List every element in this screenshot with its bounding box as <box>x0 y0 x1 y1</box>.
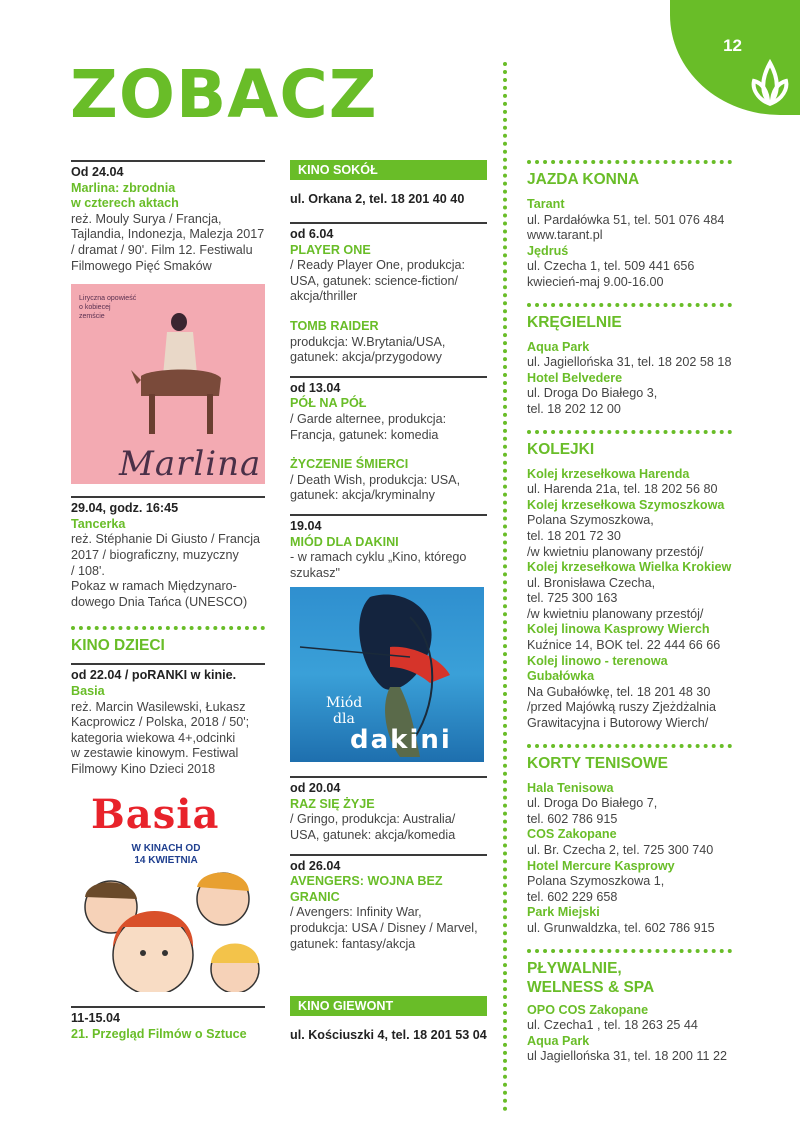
divider <box>290 776 487 778</box>
venue-name: Tarant <box>527 197 565 211</box>
movie-desc: USA, gatunek: akcja/komedia <box>290 828 456 843</box>
section-divider <box>527 430 732 434</box>
venue-info: ul. Harenda 21a, tel. 18 202 56 80 <box>527 482 718 497</box>
movie-title: ŻYCZENIE ŚMIERCI <box>290 457 409 472</box>
movie-desc: produkcja: USA / Disney / Marvel, <box>290 921 478 936</box>
venue-name: Aqua Park <box>527 339 590 354</box>
event-date: 11-15.04 <box>71 1011 121 1026</box>
movie-desc: gatunek: fantasy/akcja <box>290 936 416 951</box>
event-title: Marlina: zbrodnia <box>71 180 176 195</box>
movie-desc: / Ready Player One, produkcja: <box>290 258 466 273</box>
venue-name: Park Miejski <box>527 905 600 920</box>
event-desc: reż. Mouly Surya / Francja, <box>71 211 222 226</box>
event-tancerka <box>71 501 265 610</box>
heading-line: PŁYWALNIE, <box>527 959 622 977</box>
poster-title: Basia <box>91 791 220 839</box>
dakini-poster <box>290 587 484 762</box>
movie-avengers <box>290 859 487 953</box>
venue-info: Polana Szymoszkowa, <box>527 513 654 528</box>
event-date: od 20.04 <box>290 781 341 796</box>
movie-raz-sie-zyje <box>290 781 487 843</box>
event-desc: w zestawie kinowym. Festiwal <box>71 746 239 761</box>
venue-info: tel. 725 300 163 <box>527 591 618 606</box>
section-divider <box>527 744 732 748</box>
column-left <box>71 160 265 1053</box>
subtitle-line: 14 KWIETNIA <box>134 855 198 867</box>
movie-tomb-raider <box>290 319 487 366</box>
event-date: 19.04 <box>290 518 322 533</box>
movie-desc: / Avengers: Infinity War, <box>290 905 422 920</box>
movie-desc: USA, gatunek: science-fiction/ <box>290 273 458 288</box>
event-title: Tancerka <box>71 516 126 531</box>
event-desc: Tajlandia, Indonezja, Malezja 2017 <box>71 227 265 242</box>
section-divider <box>527 949 732 953</box>
divider <box>71 160 265 162</box>
movie-title: AVENGERS: WOJNA BEZ <box>290 874 443 889</box>
movie-dakini <box>290 519 487 581</box>
venue-name: Kolej krzesełkowa Szymoszkowa <box>527 497 725 512</box>
venue-info: ul. Pardałówka 51, tel. 501 076 484 <box>527 212 725 227</box>
venue-name: Jędruś <box>527 243 569 258</box>
venue-info: ul. Droga Do Białego 7, <box>527 796 658 811</box>
cinema-bar-giewont: KINO GIEWONT <box>290 996 487 1016</box>
venue-name: Kolej linowa Kasprowy Wierch <box>527 622 710 637</box>
movie-player-one <box>290 227 487 305</box>
venue-info: tel. 18 202 12 00 <box>527 401 621 416</box>
divider <box>71 663 265 665</box>
venue-info: ul. Bronisława Czecha, <box>527 575 656 590</box>
event-desc: Kacprowicz / Polska, 2018 / 50'; <box>71 715 250 730</box>
event-desc: reż. Marcin Wasilewski, Łukasz <box>71 699 246 714</box>
tagline-line: zemście <box>79 313 105 321</box>
movie-pol-na-pol <box>290 381 487 443</box>
movie-desc: / Death Wish, produkcja: USA, <box>290 472 461 487</box>
basia-poster <box>71 787 265 992</box>
movie-title: PÓŁ NA PÓŁ <box>290 396 367 411</box>
movie-desc: akcja/thriller <box>290 289 358 304</box>
divider <box>290 222 487 224</box>
venue-info: /w kwietniu planowany przestój/ <box>527 606 704 621</box>
event-basia <box>71 668 265 777</box>
event-marlina <box>71 165 265 274</box>
venue-info: kwiecień-maj 9.00-16.00 <box>527 274 664 289</box>
poster-title: Marlina <box>119 444 262 485</box>
event-desc: Pokaz w ramach Międzynaro- <box>71 579 237 594</box>
leaf-icon <box>748 55 792 107</box>
event-title: w czterech aktach <box>71 196 179 211</box>
venue-info: /przed Majówką ruszy Zjeżdżalnia <box>527 700 716 715</box>
venue-info: ul. Grunwaldzka, tel. 602 786 915 <box>527 920 715 935</box>
cinema-address: ul. Orkana 2, tel. 18 201 40 40 <box>290 192 465 206</box>
event-przeglad <box>71 1011 265 1042</box>
rider-figure-icon <box>71 284 265 444</box>
venue-name: Hotel Mercure Kasprowy <box>527 858 675 873</box>
venue-name: Aqua Park <box>527 1033 590 1048</box>
venue-name: Hala Tenisowa <box>527 780 614 795</box>
venue-info: ul. Czecha 1, tel. 509 441 656 <box>527 259 695 274</box>
venue-info: tel. 602 229 658 <box>527 889 618 904</box>
column-divider <box>503 62 507 1112</box>
venue-name: COS Zakopane <box>527 827 617 842</box>
divider <box>290 514 487 516</box>
venue-info: tel. 602 786 915 <box>527 811 618 826</box>
movie-desc: / Garde alternee, produkcja: <box>290 411 447 426</box>
section-heading-kolejki: KOLEJKI <box>527 440 595 458</box>
subtitle-line: W KINACH OD <box>131 843 201 855</box>
movie-zyczenie <box>290 457 487 504</box>
event-desc: Filmowego Pięć Smaków <box>71 258 212 273</box>
tagline-line: Liryczna opowieść <box>79 295 137 303</box>
movie-desc: szukasz" <box>290 565 340 580</box>
movie-desc: - w ramach cyklu „Kino, którego <box>290 550 467 565</box>
event-date: 29.04, godz. 16:45 <box>71 501 179 516</box>
venue-info: ul. Droga Do Białego 3, <box>527 386 658 401</box>
divider <box>71 496 265 498</box>
column-middle <box>290 160 487 1042</box>
divider <box>290 854 487 856</box>
event-desc: / dramat / 90'. Film 12. Festiwalu <box>71 242 253 257</box>
venue-info: /w kwietniu planowany przestój/ <box>527 544 704 559</box>
venue-info: www.tarant.pl <box>527 228 603 243</box>
venue-name: Kolej krzesełkowa Wielka Krokiew <box>527 560 732 575</box>
venue-info: tel. 18 201 72 30 <box>527 528 621 543</box>
venue-info: ul Jagiellońska 31, tel. 18 200 11 22 <box>527 1049 728 1064</box>
venue-info: Na Gubałówkę, tel. 18 201 48 30 <box>527 684 711 699</box>
cinema-bar-sokol: KINO SOKÓŁ <box>290 160 487 180</box>
venue-name: Kolej krzesełkowa Harenda <box>527 466 690 481</box>
movie-desc: / Gringo, produkcja: Australia/ <box>290 812 456 827</box>
movie-title: RAZ SIĘ ŻYJE <box>290 796 375 811</box>
event-desc: 2017 / biograficzny, muzyczny <box>71 547 239 562</box>
movie-desc: produkcja: W.Brytania/USA, <box>290 334 446 349</box>
event-date: od 26.04 <box>290 858 341 873</box>
event-date: od 22.04 / poRANKI w kinie. <box>71 668 237 683</box>
venue-info: ul. Jagiellońska 31, tel. 18 202 58 18 <box>527 355 732 370</box>
venue-name: Kolej linowo - terenowa Gubałówka <box>527 653 668 684</box>
movie-title: TOMB RAIDER <box>290 318 379 333</box>
section-divider <box>71 626 265 630</box>
venue-info: ul. Br. Czecha 2, tel. 725 300 740 <box>527 843 714 857</box>
poster-title: dla <box>333 711 355 728</box>
event-title: Basia <box>71 683 105 698</box>
movie-desc: gatunek: akcja/kryminalny <box>290 488 435 503</box>
section-heading-kregielnie: KRĘGIELNIE <box>527 313 622 331</box>
section-heading-jazda: JAZDA KONNA <box>527 171 640 188</box>
divider <box>290 376 487 378</box>
event-date: Od 24.04 <box>71 165 124 179</box>
venue-info: Grawitacyjna i Butorowy Wierch/ <box>527 716 709 731</box>
marlina-poster <box>71 284 265 484</box>
venue-info: Kuźnice 14, BOK tel. 22 444 66 66 <box>527 638 721 653</box>
event-title: 21. Przegląd Filmów o Sztuce <box>71 1027 247 1042</box>
poster-title: dakini <box>350 725 452 756</box>
movie-title: MIÓD DLA DAKINI <box>290 534 399 549</box>
page-number: 12 <box>723 36 742 55</box>
section-heading-kino-dzieci: KINO DZIECI <box>71 637 165 655</box>
venue-info: ul. Czecha1 , tel. 18 263 25 44 <box>527 1018 698 1033</box>
movie-title: GRANIC <box>290 889 340 904</box>
section-divider <box>527 160 732 164</box>
event-desc: dowego Dnia Tańca (UNESCO) <box>71 594 248 609</box>
poster-title: Miód <box>326 695 363 712</box>
event-desc: Filmowy Kino Dzieci 2018 <box>71 761 216 776</box>
venue-info: Polana Szymoszkowa 1, <box>527 874 665 889</box>
cinema-address: ul. Kościuszki 4, tel. 18 201 53 04 <box>290 1028 487 1043</box>
event-desc: kategoria wiekowa 4+,odcinki <box>71 730 236 745</box>
event-desc: reż. Stéphanie Di Giusto / Francja <box>71 532 260 547</box>
movie-title: PLAYER ONE <box>290 242 371 257</box>
venue-name: Hotel Belvedere <box>527 370 623 385</box>
event-date: od 13.04 <box>290 380 341 395</box>
section-divider <box>527 303 732 307</box>
movie-desc: Francja, gatunek: komedia <box>290 427 439 442</box>
section-heading-plywalnie <box>527 959 732 997</box>
event-date: od 6.04 <box>290 227 334 241</box>
movie-desc: gatunek: akcja/przygodowy <box>290 350 442 365</box>
tagline-line: o kobiecej <box>79 304 111 312</box>
cartoon-faces-icon <box>71 787 265 992</box>
page-title: ZOBACZ <box>70 56 378 133</box>
venue-name: OPO COS Zakopane <box>527 1002 649 1017</box>
divider <box>71 1006 265 1008</box>
column-right <box>527 160 732 1065</box>
event-desc: / 108'. <box>71 563 105 578</box>
heading-line: WELNESS & SPA <box>527 978 655 996</box>
section-heading-korty: KORTY TENISOWE <box>527 754 668 772</box>
